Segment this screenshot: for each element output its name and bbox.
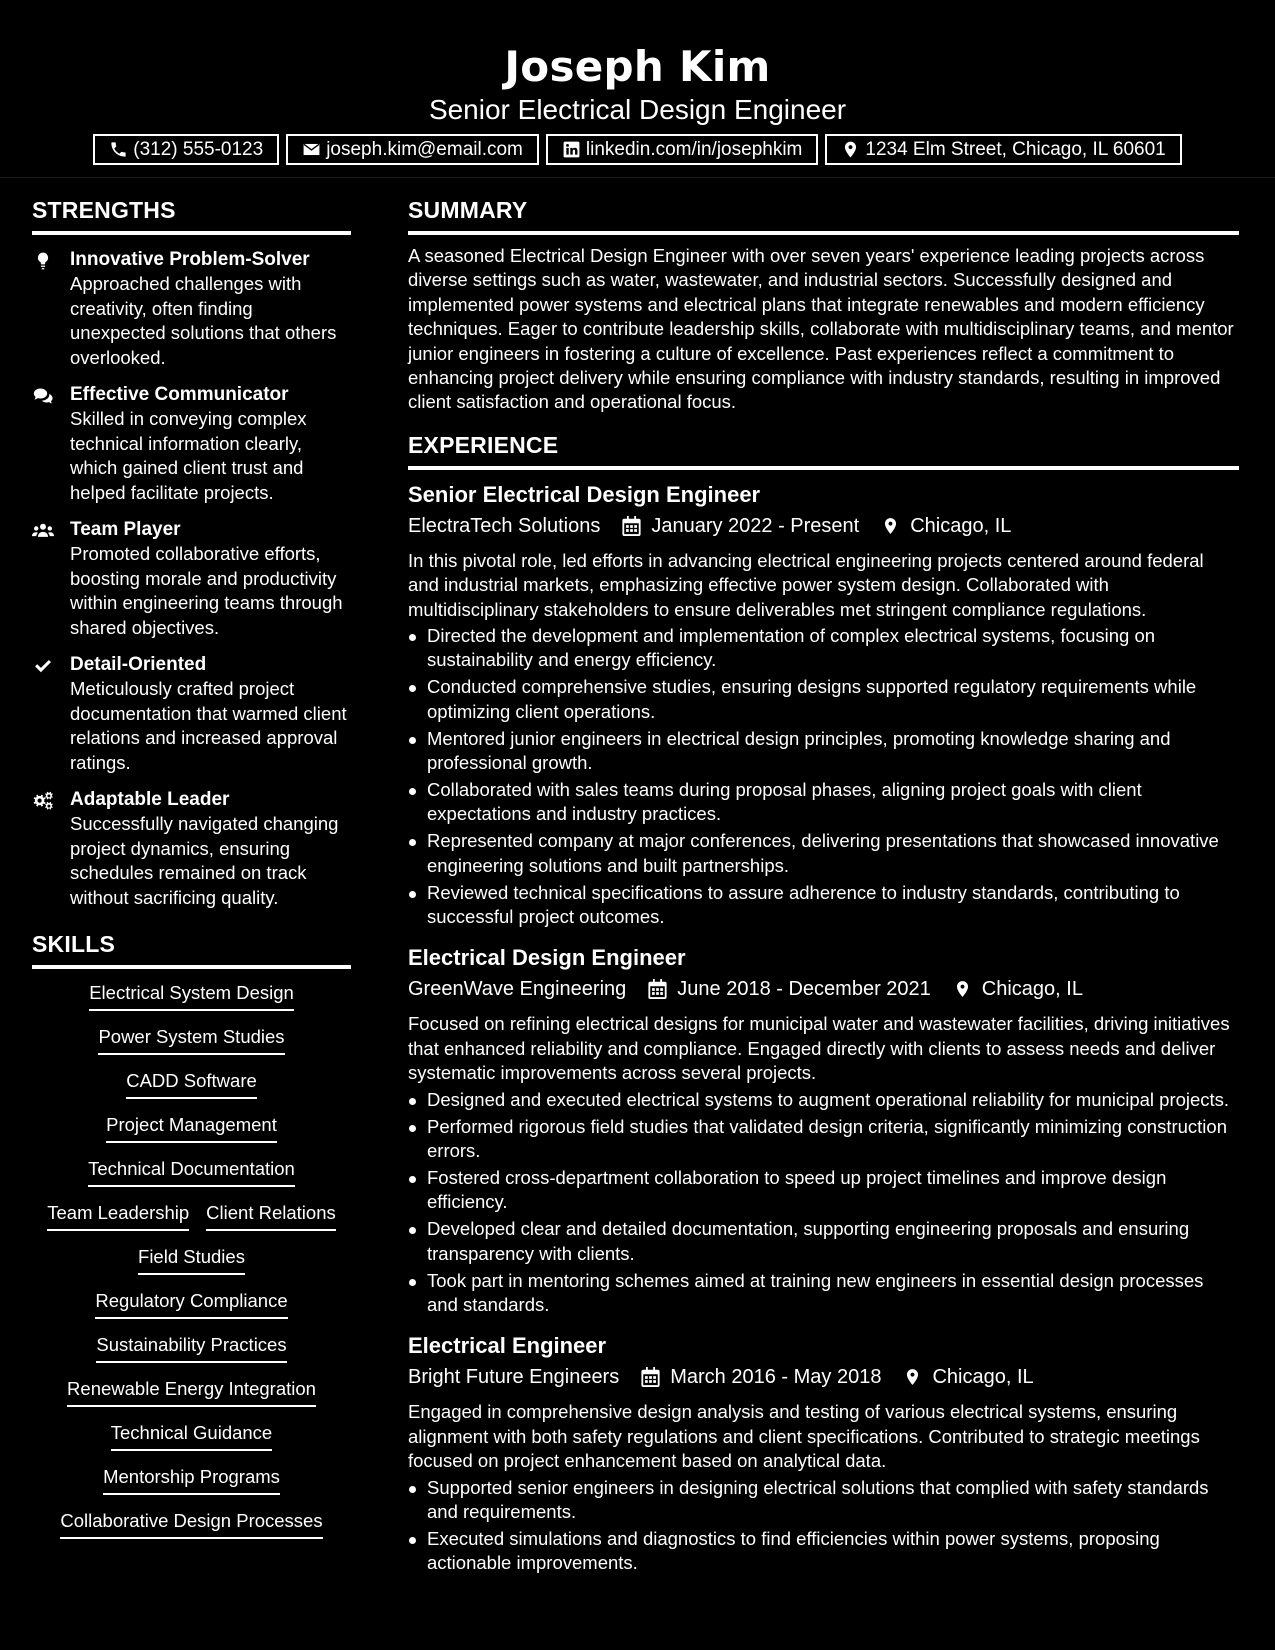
job-dates: June 2018 - December 2021 <box>677 978 931 1001</box>
job-company: Bright Future Engineers <box>408 1366 620 1389</box>
job-description: Engaged in comprehensive design analysis and testing of various electrical systems, ensuring alignment with both safety regulations and client specifications. Contributed to strategic meetings focused on project enhancement based on analytical data. <box>408 1401 1200 1472</box>
strength-item <box>32 653 351 775</box>
bullet-item: Designed and executed electrical systems to augment operational reliability for municipal projects. <box>408 1088 1239 1112</box>
skill-tag: Sustainability Practices <box>96 1333 286 1363</box>
strength-item <box>32 383 351 505</box>
calendar-icon <box>622 516 641 536</box>
bullet-item: Developed clear and detailed documentation, supporting engineering proposals and ensuring transparency with clients. <box>408 1217 1239 1266</box>
job-bullets <box>408 624 1239 929</box>
summary-section <box>408 197 1239 415</box>
calendar-icon <box>641 1367 660 1387</box>
strength-title: Detail-Oriented <box>70 654 207 675</box>
strength-desc: Approached challenges with creativity, often finding unexpected solutions that others overlooked. <box>70 273 337 368</box>
skill-tag: Technical Documentation <box>88 1157 295 1187</box>
skills-heading: SKILLS <box>32 931 351 969</box>
skill-tag: Collaborative Design Processes <box>60 1509 322 1539</box>
contact-bar <box>0 134 1275 165</box>
strength-item <box>32 248 351 370</box>
strengths-heading: STRENGTHS <box>32 197 351 235</box>
location-pin-icon <box>903 1367 922 1387</box>
resume-header <box>0 0 1275 178</box>
location-pin-icon <box>953 979 972 999</box>
candidate-role: Senior Electrical Design Engineer <box>428 94 847 125</box>
strength-item <box>32 788 351 910</box>
job-meta <box>408 511 1239 541</box>
job-description: In this pivotal role, led efforts in advancing electrical engineering projects centered around federal and industrial markets, emphasizing effective power system design. Collaborated with multidisciplinary stakeholders to ensure deliverables met stringent compliance regulations. <box>408 549 1204 620</box>
location-pin-icon <box>881 516 900 536</box>
bullet-item: Executed simulations and diagnostics to find efficiencies within power systems, proposing actionable improvements. <box>408 1527 1239 1576</box>
job-location: Chicago, IL <box>981 978 1083 1001</box>
skill-tag: CADD Software <box>126 1069 257 1099</box>
strength-title: Innovative Problem-Solver <box>70 249 310 270</box>
job-bullets <box>408 1476 1239 1576</box>
contact-linkedin-text: linkedin.com/in/josephkim <box>585 138 803 160</box>
contact-phone[interactable] <box>93 134 279 165</box>
strength-desc: Successfully navigated changing project dynamics, ensuring schedules remained on track without sacrificing quality. <box>70 813 339 908</box>
bullet-item: Performed rigorous field studies that validated design criteria, significantly minimizing construction errors. <box>408 1115 1239 1164</box>
skill-tag: Renewable Energy Integration <box>67 1377 316 1407</box>
skill-tag: Mentorship Programs <box>103 1465 280 1495</box>
bullet-item: Took part in mentoring schemes aimed at training new engineers in essential design processes and standards. <box>408 1269 1239 1318</box>
contact-phone-text: (312) 555-0123 <box>133 138 264 160</box>
job-title: Senior Electrical Design Engineer <box>408 481 761 507</box>
chat-bubbles-icon <box>32 386 54 406</box>
bullet-item: Reviewed technical specifications to assure adherence to industry standards, contributing to successful project outcomes. <box>408 881 1239 930</box>
skills-list <box>32 981 351 1539</box>
strength-title: Effective Communicator <box>70 384 289 405</box>
right-column <box>408 197 1239 1578</box>
strength-title: Team Player <box>70 519 181 540</box>
strength-title: Adaptable Leader <box>70 789 230 810</box>
job-entry <box>408 943 1239 1317</box>
skill-tag: Client Relations <box>206 1201 336 1231</box>
skill-tag: Regulatory Compliance <box>95 1289 287 1319</box>
strength-desc: Promoted collaborative efforts, boosting morale and productivity within engineering teams through shared objectives. <box>70 543 343 638</box>
checkmark-icon <box>32 656 54 676</box>
job-dates: January 2022 - Present <box>651 514 860 537</box>
contact-linkedin[interactable] <box>546 134 819 165</box>
bullet-item: Supported senior engineers in designing electrical solutions that complied with safety standards and requirements. <box>408 1476 1239 1525</box>
experience-heading: EXPERIENCE <box>408 432 1239 470</box>
job-location: Chicago, IL <box>910 514 1012 537</box>
contact-address[interactable] <box>825 134 1181 165</box>
job-location: Chicago, IL <box>932 1366 1034 1389</box>
skill-tag: Technical Guidance <box>111 1421 272 1451</box>
strengths-section <box>32 197 351 910</box>
lightbulb-icon <box>32 251 54 271</box>
strength-item <box>32 518 351 640</box>
strength-desc: Skilled in conveying complex technical information clearly, which gained client trust and helped facilitate projects. <box>70 408 307 503</box>
skill-tag: Power System Studies <box>98 1025 284 1055</box>
bullet-item: Collaborated with sales teams during proposal phases, aligning project goals with client expectations and industry practices. <box>408 778 1239 827</box>
email-icon <box>302 140 321 159</box>
calendar-icon <box>648 979 667 999</box>
contact-email[interactable] <box>286 134 539 165</box>
job-meta <box>408 1362 1239 1392</box>
left-column <box>32 197 351 1539</box>
summary-heading: SUMMARY <box>408 197 1239 235</box>
skill-tag: Field Studies <box>138 1245 245 1275</box>
job-entry <box>408 480 1239 930</box>
job-title: Electrical Engineer <box>408 1333 607 1359</box>
gears-icon <box>32 791 54 811</box>
bullet-item: Conducted comprehensive studies, ensuring designs supported regulatory requirements while optimizing client operations. <box>408 675 1239 724</box>
contact-email-text: joseph.kim@email.com <box>326 138 523 160</box>
job-company: ElectraTech Solutions <box>408 514 601 537</box>
job-bullets <box>408 1088 1239 1318</box>
users-icon <box>32 521 54 541</box>
bullet-item: Represented company at major conferences, delivering presentations that showcased innovative engineering solutions and built partnerships. <box>408 829 1239 878</box>
skill-tag: Team Leadership <box>47 1201 189 1231</box>
skills-section <box>32 931 351 1539</box>
job-company: GreenWave Engineering <box>408 978 627 1001</box>
bullet-item: Directed the development and implementation of complex electrical systems, focusing on sustainability and energy efficiency. <box>408 624 1239 673</box>
strength-desc: Meticulously crafted project documentation that warmed client relations and increased approval ratings. <box>70 678 347 773</box>
job-meta <box>408 974 1239 1004</box>
skill-tag: Project Management <box>106 1113 277 1143</box>
contact-address-text: 1234 Elm Street, Chicago, IL 60601 <box>865 138 1166 160</box>
job-title: Electrical Design Engineer <box>408 945 686 971</box>
job-description: Focused on refining electrical designs for municipal water and wastewater facilities, driving initiatives that enhanced reliability and compliance. Engaged directly with clients to assess needs and deliver systematic improvements across several projects. <box>408 1013 1230 1084</box>
job-entry <box>408 1331 1239 1575</box>
bullet-item: Fostered cross-department collaboration to speed up project timelines and improve design efficiency. <box>408 1166 1239 1215</box>
experience-section <box>408 432 1239 1576</box>
job-dates: March 2016 - May 2018 <box>670 1366 882 1389</box>
location-pin-icon <box>841 140 860 159</box>
phone-icon <box>109 140 128 159</box>
bullet-item: Mentored junior engineers in electrical design principles, promoting knowledge sharing and professional growth. <box>408 727 1239 776</box>
skill-tag: Electrical System Design <box>89 981 294 1011</box>
linkedin-icon <box>562 140 581 159</box>
candidate-name: Joseph Kim <box>504 42 771 91</box>
summary-text: A seasoned Electrical Design Engineer with over seven years' experience leading projects across diverse settings such as water, wastewater, and industrial sectors. Successfully designed and implemented power systems and electrical plans that integrate renewables and modern efficiency techniques. Eager to contribute leadership skills, collaborate with multidisciplinary teams, and mentor junior engineers in fostering a culture of excellence. Past experiences reflect a commitment to enhancing project delivery while ensuring compliance with industry standards, resulting in improved client satisfaction and operational focus. <box>408 245 1234 413</box>
